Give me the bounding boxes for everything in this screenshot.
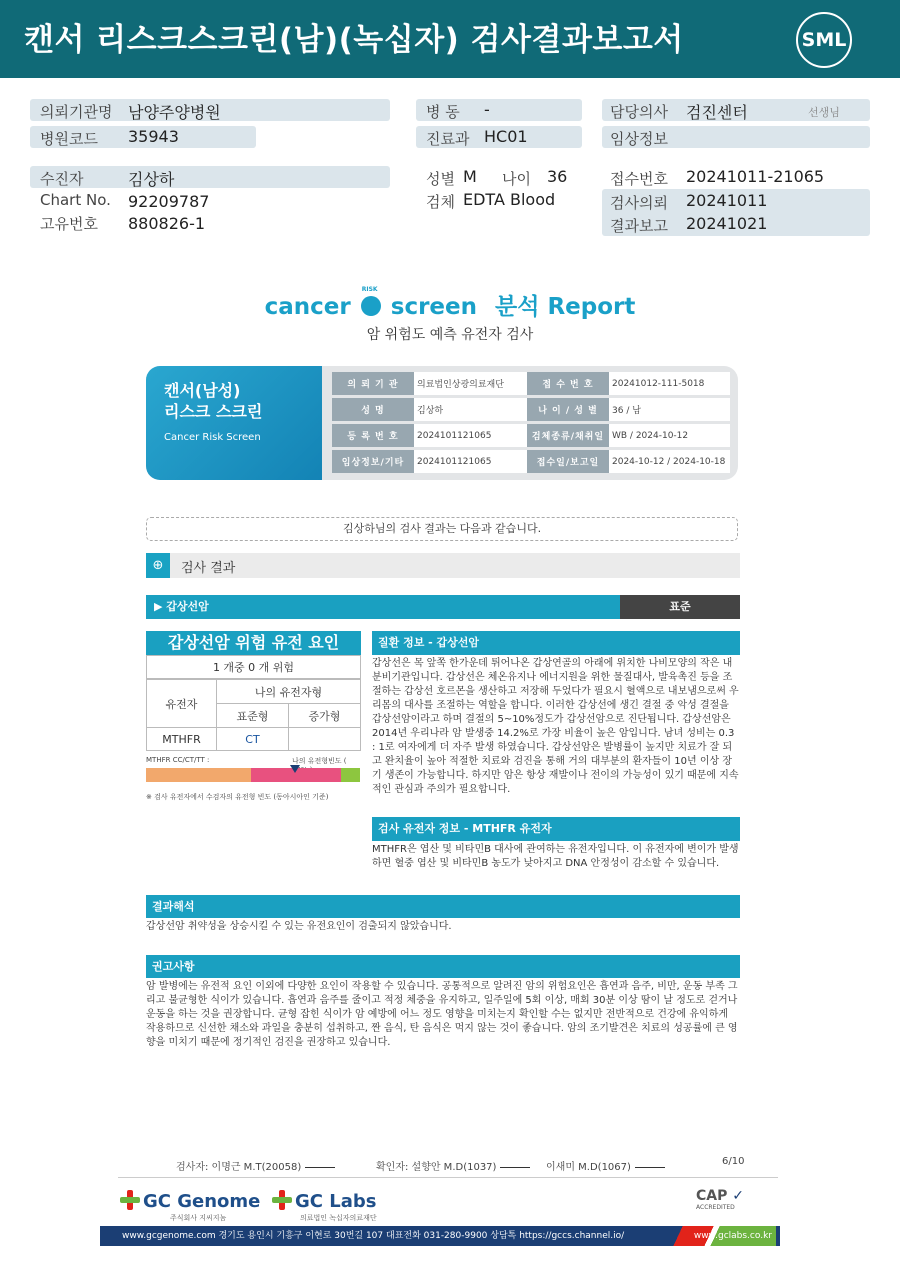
doctor-value: 검진센터 [686, 103, 748, 122]
request-value: 20241011 [686, 191, 768, 210]
genotype-col-header: 나의 유전자형 [216, 679, 361, 704]
card-key: 나 이 / 성 별 [527, 398, 609, 421]
examinee-row-bg [30, 166, 390, 188]
tester-signature [176, 1158, 335, 1173]
gc-genome-sub: 주식회사 지씨지놈 [170, 1214, 227, 1222]
risk-icon [361, 286, 381, 316]
tester-name: 검사자: 이명근 M.T(20058) [176, 1162, 302, 1173]
gene-table-title: 갑상선암 위험 유전 요인 [146, 631, 361, 655]
card-value: 2024-10-12 / 2024-10-18 [609, 450, 730, 473]
specimen-value: EDTA Blood [463, 190, 556, 209]
age-value: 36 [547, 167, 568, 186]
section-title: 검사 결과 [181, 561, 236, 576]
cap-sub: ACCREDITED [696, 1204, 735, 1211]
brand-risk: RISK [361, 286, 378, 293]
section-header [146, 553, 740, 578]
cancer-type-bar: ▶ 갑상선암 [146, 595, 620, 619]
gc-genome-logo [120, 1190, 260, 1212]
footer-website: www.gclabs.co.kr [693, 1231, 772, 1241]
brand-title [0, 288, 900, 321]
dept-label: 진료과 [426, 130, 470, 148]
risk-status-badge: 표준 [620, 595, 740, 619]
ward-label: 병 동 [426, 103, 460, 121]
frequency-gene-label: MTHFR CC/CT/TT : [146, 756, 210, 764]
doctor-suffix: 선생님 [808, 106, 840, 119]
verifier-signature [376, 1158, 530, 1173]
gc-genome-name: GC Genome [143, 1191, 261, 1212]
card-value: 20241012-111-5018 [609, 372, 730, 395]
gene-info-header: 검사 유전자 정보 - MTHFR 유전자 [372, 817, 740, 841]
increased-col-header: 증가형 [288, 703, 361, 728]
result-intro: 김상하님의 검사 결과는 다음과 같습니다. [146, 517, 738, 541]
gc-cross-icon [272, 1190, 292, 1210]
footer-divider [118, 1177, 778, 1178]
card-title-line2: 리스크 스크린 [164, 402, 263, 421]
disease-info-header: 질환 정보 - 갑상선암 [372, 631, 740, 655]
card-key: 접 수 번 호 [527, 372, 609, 395]
gene-col-header: 유전자 [146, 679, 217, 728]
examinee-label: 수진자 [40, 170, 84, 188]
table-row-increased [288, 727, 361, 751]
chart-no-value: 92209787 [128, 192, 210, 211]
institution-label: 의뢰기관명 [40, 103, 113, 121]
gc-cross-icon [120, 1190, 140, 1210]
standard-col-header: 표준형 [216, 703, 289, 728]
unique-no-value: 880826-1 [128, 214, 206, 233]
gene-table-summary: 1 개중 0 개 위험 [146, 655, 361, 679]
interpretation-body: 갑상선암 취약성을 상승시킬 수 있는 유전요인이 검출되지 않았습니다. [146, 921, 452, 932]
cap-name: CAP [696, 1188, 728, 1204]
institution-value: 남양주양병원 [128, 103, 221, 122]
card-key: 검체종류/채취일 [527, 424, 609, 447]
summary-card [146, 366, 738, 480]
request-label: 검사의뢰 [610, 194, 668, 212]
table-row-gene: MTHFR [146, 727, 217, 751]
examinee-value: 김상하 [128, 170, 175, 189]
sml-logo-icon: SML [796, 12, 852, 68]
hospital-code-label: 병원코드 [40, 130, 98, 148]
frequency-bar [146, 768, 361, 782]
ward-value: - [484, 100, 490, 119]
card-grid [332, 372, 730, 474]
card-value: 2024101121065 [414, 450, 527, 473]
gene-info-body: MTHFR은 엽산 및 비타민B 대사에 관여하는 유전자입니다. 이 유전자에 변이가 발생하면 혈중 엽산 및 비타민B 농도가 낮아지고 DNA 안정성이 감소할 수 있습니다. [372, 844, 739, 869]
frequency-note: ※ 검사 유전자에서 수검자의 유전형 빈도 (동아시아인 기준) [146, 793, 329, 801]
card-value: 36 / 남 [609, 398, 730, 421]
footer-bar [100, 1226, 780, 1246]
frequency-marker-icon [290, 765, 300, 773]
report-header [0, 0, 900, 78]
card-value: 2024101121065 [414, 424, 527, 447]
reviewer-signature [546, 1158, 665, 1173]
report-label: 결과보고 [610, 217, 668, 235]
chart-no-label: Chart No. [40, 191, 111, 209]
gc-labs-name: GC Labs [295, 1191, 377, 1212]
card-key: 임상정보/기타 [332, 450, 414, 473]
hospital-code-value: 35943 [128, 127, 179, 146]
card-key: 접수일/보고일 [527, 450, 609, 473]
reviewer-name: 이새미 M.D(1067) [546, 1162, 631, 1173]
receipt-value: 20241011-21065 [686, 167, 825, 186]
add-box-icon: ⊕ [146, 553, 170, 578]
signature-mark-icon [500, 1167, 530, 1168]
table-row-standard: CT [216, 727, 289, 751]
age-label: 나이 [502, 170, 531, 188]
gc-labs-logo [272, 1190, 376, 1212]
interpretation-header: 결과해석 [146, 895, 740, 918]
frequency-segment [146, 768, 251, 782]
cap-logo [696, 1188, 744, 1204]
brand-subtitle: 암 위험도 예측 유전자 검사 [366, 327, 534, 343]
unique-no-label: 고유번호 [40, 215, 98, 233]
brand-screen: screen [390, 294, 477, 320]
report-title: 캔서 리스크스크린(남)(녹십자) 검사결과보고서 [24, 22, 684, 58]
receipt-label: 접수번호 [610, 170, 668, 188]
page-number: 6/10 [722, 1156, 745, 1167]
recommendation-header: 권고사항 [146, 955, 740, 978]
card-key: 의 뢰 기 관 [332, 372, 414, 395]
signature-mark-icon [305, 1167, 335, 1168]
signature-mark-icon [635, 1167, 665, 1168]
frequency-my-label: 나의 유전형빈도 ( [292, 757, 347, 765]
card-value: WB / 2024-10-12 [609, 424, 730, 447]
card-subtitle: Cancer Risk Screen [164, 432, 261, 443]
card-value: 김상하 [414, 398, 527, 421]
recommendation-body: 암 발병에는 유전적 요인 이외에 다양한 요인이 작용할 수 있습니다. 공통적으로 알려진 암의 위험요인은 흡연과 음주, 비만, 운동 부족 그리고 불균형한 식이가 있습니다. 흡연과 음주를 줄이고 적정 체중을 유지하고, 일주일에 5회 이상, 매회 30분 이상 땀이 날 정도로 걷거나 운동을 하는 것을 권장합니다. 균형 잡힌 식이가 암 예방에 어느 정도 영향을 미치는지 확인할 수는 없지만 전반적으로 건강에 유익하게 작용하므로 신선한 채소와 과일을 충분히 섭취하고, 짠 음식, 탄 음식은 먹지 않는 것이 좋습니다. 암의 조기발견은 치료의 성공률에 큰 영향을 미치기 때문에 정기적인 검진을 권장하고 있습니다. [146, 981, 738, 1048]
card-title-line1: 캔서(남성) [164, 381, 241, 400]
brand-report: 분석 Report [495, 294, 636, 320]
card-value: 의료법인상광의료재단 [414, 372, 527, 395]
frequency-segment [341, 768, 360, 782]
specimen-label: 검체 [426, 193, 455, 211]
dept-value: HC01 [484, 127, 528, 146]
card-title [164, 380, 262, 422]
card-key: 성 명 [332, 398, 414, 421]
brand-cancer: cancer [264, 294, 351, 320]
gc-labs-sub: 의료법인 녹십자의료재단 [300, 1214, 377, 1222]
clinical-label: 임상정보 [610, 130, 668, 148]
footer-address: www.gcgenome.com 경기도 용인시 기흥구 이현로 30번길 107 대표전화 031-280-9900 상담톡 https://gccs.channel.io/ [122, 1231, 625, 1241]
report-value: 20241021 [686, 214, 768, 233]
check-icon: ✓ [732, 1188, 744, 1204]
card-header-panel [146, 366, 322, 480]
sex-label: 성별 [426, 170, 455, 188]
card-key: 등 록 번 호 [332, 424, 414, 447]
verifier-name: 확인자: 설향안 M.D(1037) [376, 1162, 497, 1173]
frequency-labels [146, 756, 361, 768]
doctor-label: 담당의사 [610, 103, 668, 121]
disease-info-body: 갑상선은 목 앞쪽 한가운데 튀어나온 갑상연골의 아래에 위치한 나비모양의 작은 내분비기관입니다. 갑상선은 체온유지나 에너지원을 위한 물질대사, 발육촉진 등을 조절하는 갑상선 호르몬을 생산하고 저장해 두었다가 필요시 혈액으로 내보냄으로써 우리몸의 대사를 조절하는 역할을 합니다. 이러한 갑상선에 생긴 결절 중 악성 결절을 갑상선암이라고 하며 결절의 5~10%정도가 갑상선암으로 진단됩니다. 갑상선암은 2014년 우리나라 암 발생중 14.2%로 가장 비율이 높은 암입니다. 남녀 성비는 0.3 : 1로 여자에게 더 자주 발생 하였습니다. 갑상선암은 발병률이 높지만 치료가 잘 되고 완치율이 높아 적절한 치료와 검진을 통해 거의 대부분의 환자들이 10년 이상 장기 생존이 가능합니다. 하지만 암은 항상 재발이나 전이의 가능성이 있기 때문에 지속적인 관심과 주의가 필요합니다. [372, 658, 739, 795]
sex-value: M [463, 167, 477, 186]
